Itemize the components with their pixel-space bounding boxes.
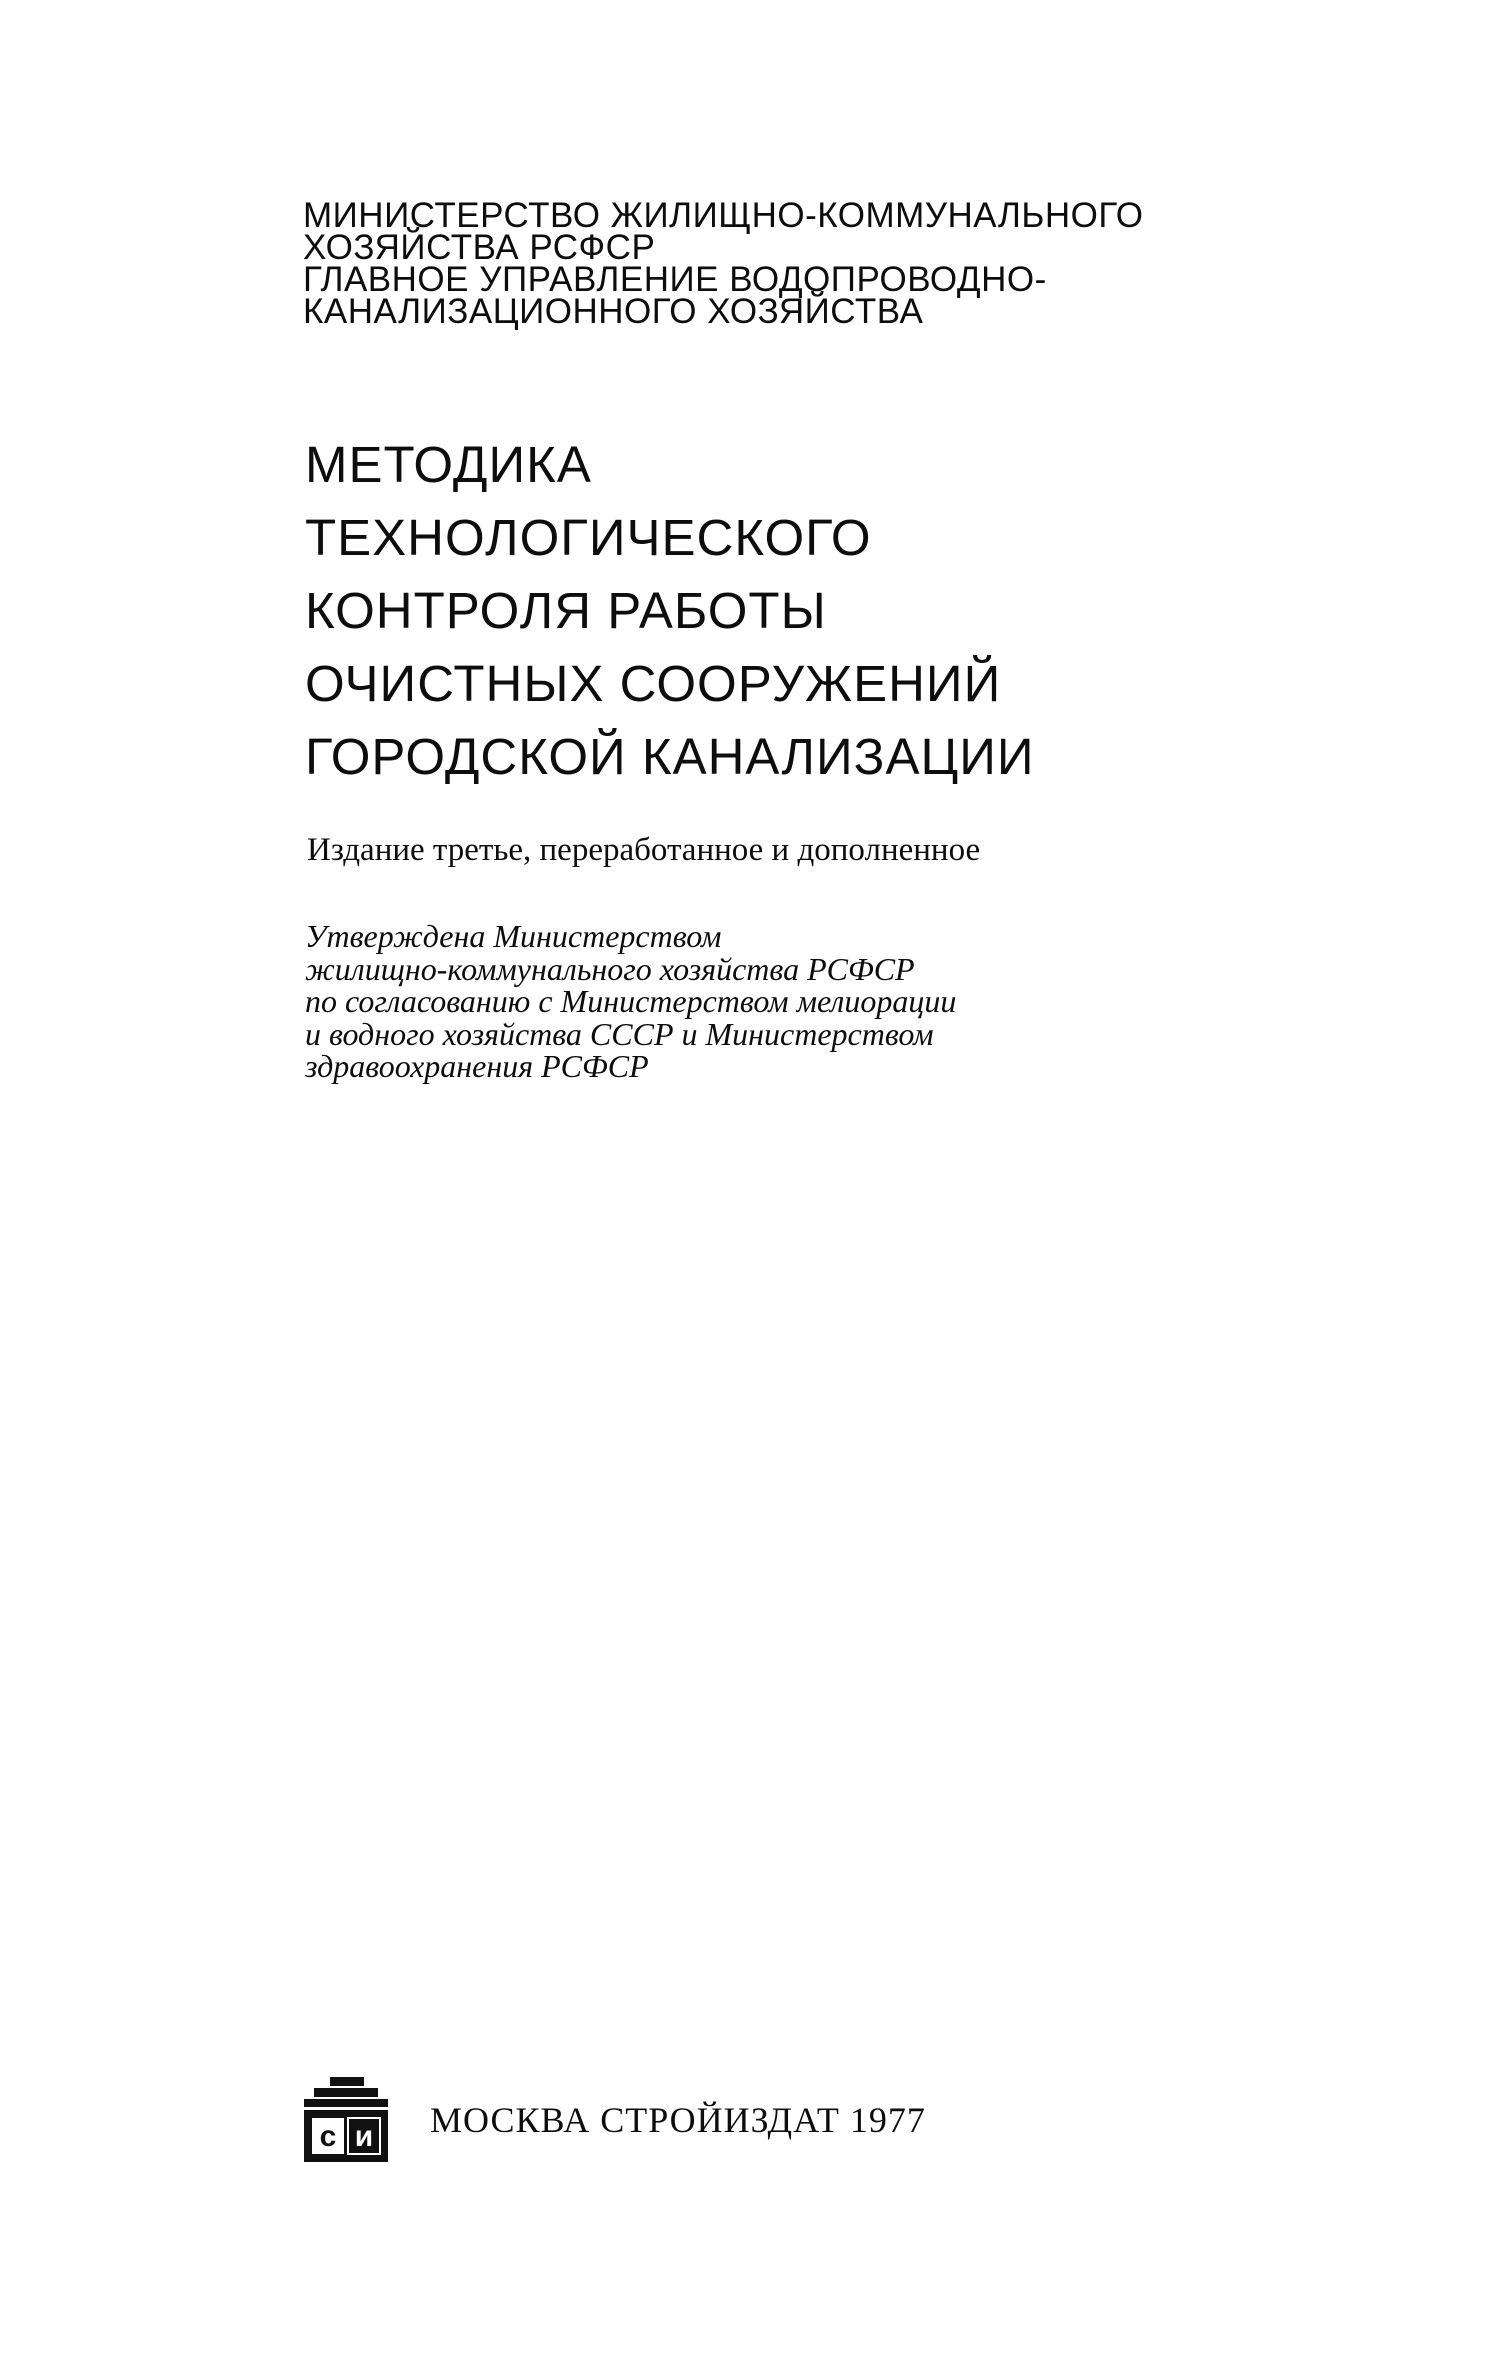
ministry-header (303, 196, 1144, 331)
header-line: МИНИСТЕРСТВО ЖИЛИЩНО-КОММУНАЛЬНОГО (303, 196, 1144, 235)
header-line: ГЛАВНОЕ УПРАВЛЕНИЕ ВОДОПРОВОДНО- (303, 260, 1047, 299)
title-line: ОЧИСТНЫХ СООРУЖЕНИЙ (305, 655, 1002, 712)
header-line: КАНАЛИЗАЦИОННОГО ХОЗЯЙСТВА (303, 292, 924, 331)
approval-line: по согласованию с Министерством мелиорации (305, 983, 957, 1019)
svg-text:с: с (319, 2120, 337, 2153)
title-line: ГОРОДСКОЙ КАНАЛИЗАЦИИ (305, 728, 1035, 785)
publisher-logo-icon (300, 2074, 392, 2166)
approval-line: и водного хозяйства СССР и Министерством (305, 1015, 934, 1052)
header-line: ХОЗЯЙСТВА РСФСР (303, 228, 656, 267)
book-title (305, 428, 1035, 793)
publisher-imprint: МОСКВА СТРОЙИЗДАТ 1977 (430, 2100, 926, 2140)
approval-line: здравоохранения РСФСР (305, 1048, 649, 1084)
approval-line: Утверждена Министерством (305, 918, 722, 954)
publisher-footer (300, 2075, 926, 2165)
title-line: КОНТРОЛЯ РАБОТЫ (305, 582, 827, 639)
svg-text:и: и (354, 2120, 374, 2153)
edition-note: Издание третье, переработанное и дополненное (307, 832, 981, 868)
approval-note (305, 920, 956, 1083)
title-line: ТЕХНОЛОГИЧЕСКОГО (305, 509, 872, 566)
approval-line: жилищно-коммунального хозяйства РСФСР (305, 950, 915, 987)
title-line: МЕТОДИКА (305, 436, 592, 493)
